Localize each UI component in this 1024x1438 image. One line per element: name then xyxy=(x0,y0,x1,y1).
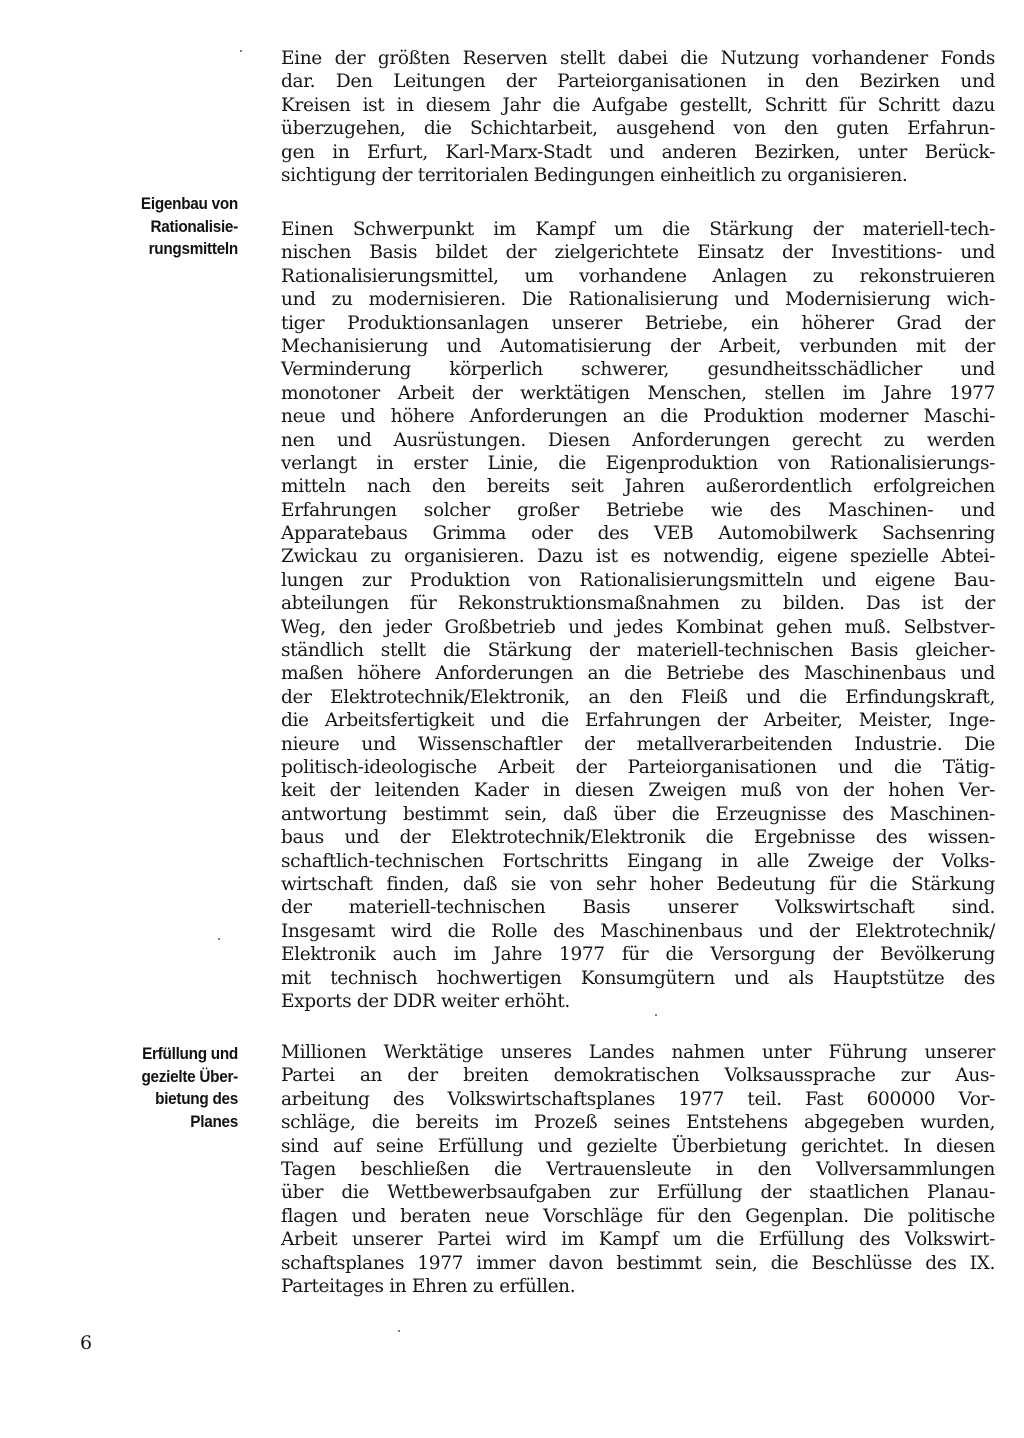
margin-heading-line: rungsmitteln xyxy=(148,239,238,258)
text-line: gen in Erfurt, Karl-Marx-Stadt und anderen Bezirken, unter Berück- xyxy=(281,141,995,163)
text-line: Rationalisierungsmittel, um vorhandene Anlagen zu rekonstruieren xyxy=(281,265,995,287)
margin-heading-line: Planes xyxy=(190,1111,238,1131)
text-line: Millionen Werktätige unseres Landes nahmen unter Führung unserer xyxy=(281,1042,995,1063)
paragraph-eigenbau xyxy=(281,218,995,1013)
text-line: keit der leitenden Kader in diesen Zweigen muß von der hohen Ver- xyxy=(281,780,995,802)
text-line: ständlich stellt die Stärkung der materiell-technischen Basis gleicher- xyxy=(281,640,995,662)
text-line: Arbeit unserer Partei wird im Kampf um die Erfüllung des Volkswirt- xyxy=(281,1229,995,1251)
text-line: Elektronik auch im Jahre 1977 für die Versorgung der Bevölkerung xyxy=(281,944,995,966)
margin-heading-planerfuellung xyxy=(110,1043,238,1133)
text-line: Eine der größten Reserven stellt dabei die Nutzung vorhandener Fonds xyxy=(281,48,995,69)
text-line: Apparatebaus Grimma oder des VEB Automobilwerk Sachsenring xyxy=(281,523,995,545)
text-line: die Arbeitsfertigkeit und die Erfahrungen der Arbeiter, Meister, Inge- xyxy=(281,710,995,732)
scan-speck xyxy=(240,50,242,52)
text-line: nieure und Wissenschaftler der metallverarbeitenden Industrie. Die xyxy=(281,733,995,755)
text-line: nen und Ausrüstungen. Diesen Anforderungen gerecht zu werden xyxy=(281,429,995,451)
text-line: Parteitages in Ehren zu erfüllen. xyxy=(281,1275,576,1297)
scan-speck xyxy=(655,1014,657,1016)
text-line: flagen und beraten neue Vorschläge für den Gegenplan. Die politische xyxy=(281,1205,995,1227)
text-line: lungen zur Produktion von Rationalisierungsmitteln und eigene Bau- xyxy=(281,569,995,591)
text-line: schläge, die bereits im Prozeß seines Entstehens abgegeben wurden, xyxy=(281,1112,995,1134)
text-line: Kreisen ist in diesem Jahr die Aufgabe gestellt, Schritt für Schritt dazu xyxy=(281,94,995,116)
scan-speck xyxy=(398,1330,400,1332)
text-line: und zu modernisieren. Die Rationalisierung und Modernisierung wich- xyxy=(281,289,995,311)
text-line: politisch-ideologische Arbeit der Parteiorganisationen und die Tätig- xyxy=(281,756,995,778)
text-line: maßen höhere Anforderungen an die Betriebe des Maschinenbaus und xyxy=(281,663,995,685)
text-line: Zwickau zu organisieren. Dazu ist es notwendig, eigene spezielle Abtei- xyxy=(281,546,995,568)
text-line: Weg, den jeder Großbetrieb und jedes Kombinat gehen muß. Selbstver- xyxy=(281,616,995,638)
text-line: mit technisch hochwertigen Konsumgütern und als Hauptstütze des xyxy=(281,967,995,989)
text-line: monotoner Arbeit der werktätigen Menschen, stellen im Jahre 1977 xyxy=(281,382,995,404)
text-line: verlangt in erster Linie, die Eigenproduktion von Rationalisierungs- xyxy=(281,452,995,474)
text-line: Insgesamt wird die Rolle des Maschinenbaus und der Elektrotechnik/ xyxy=(281,920,995,942)
margin-heading-line: Rationalisie- xyxy=(150,216,238,236)
margin-heading-line: bietung des xyxy=(155,1089,238,1108)
text-line: antwortung bestimmt sein, daß über die Erzeugnisse des Maschinen- xyxy=(281,803,995,825)
text-line: Mechanisierung und Automatisierung der Arbeit, verbunden mit der xyxy=(281,335,995,357)
text-line: nischen Basis bildet der zielgerichtete Einsatz der Investitions- und xyxy=(281,242,995,264)
text-line: baus und der Elektrotechnik/Elektronik die Ergebnisse des wissen- xyxy=(281,827,995,849)
text-line: mitteln nach den bereits seit Jahren außerordentlich erfolgreichen xyxy=(281,476,995,498)
text-line: Partei an der breiten demokratischen Volksaussprache zur Aus- xyxy=(281,1065,995,1087)
page-number: 6 xyxy=(80,1332,93,1354)
text-line: schaftsplanes 1977 immer davon bestimmt sein, die Beschlüsse des IX. xyxy=(281,1252,995,1274)
margin-heading-eigenbau xyxy=(110,193,238,261)
paragraph-schichtarbeit xyxy=(281,47,995,187)
text-line: der materiell-technischen Basis unserer Volkswirtschaft sind. xyxy=(281,897,995,919)
text-line: sind auf seine Erfüllung und gezielte Überbietung gerichtet. In diesen xyxy=(281,1135,995,1157)
scan-speck xyxy=(218,938,220,940)
margin-heading-line: Erfüllung und xyxy=(142,1044,238,1063)
text-line: Tagen beschließen die Vertrauensleute in den Vollversammlungen xyxy=(281,1158,995,1180)
text-line: dar. Den Leitungen der Parteiorganisationen in den Bezirken und xyxy=(281,71,995,93)
text-line: neue und höhere Anforderungen an die Produktion moderner Maschi- xyxy=(281,406,995,428)
text-line: Exports der DDR weiter erhöht. xyxy=(281,990,570,1012)
margin-heading-line: gezielte Über- xyxy=(141,1066,238,1086)
text-line: über die Wettbewerbsaufgaben zur Erfüllung der staatlichen Planau- xyxy=(281,1182,995,1204)
text-line: sichtigung der territorialen Bedingungen einheitlich zu organisieren. xyxy=(281,164,908,186)
text-line: schaftlich-technischen Fortschritts Eingang in alle Zweige der Volks- xyxy=(281,850,995,872)
paragraph-planerfuellung xyxy=(281,1041,995,1298)
text-line: arbeitung des Volkswirtschaftsplanes 1977 teil. Fast 600000 Vor- xyxy=(281,1088,995,1110)
text-line: Verminderung körperlich schwerer, gesundheitsschädlicher und xyxy=(281,359,995,381)
text-line: abteilungen für Rekonstruktionsmaßnahmen zu bilden. Das ist der xyxy=(281,593,995,615)
text-line: überzugehen, die Schichtarbeit, ausgehend von den guten Erfahrun- xyxy=(281,118,995,140)
text-line: der Elektrotechnik/Elektronik, an den Fleiß und die Erfindungskraft, xyxy=(281,686,995,708)
margin-heading-line: Eigenbau von xyxy=(140,194,238,213)
text-line: Einen Schwerpunkt im Kampf um die Stärkung der materiell-tech- xyxy=(281,219,995,240)
text-line: wirtschaft finden, daß sie von sehr hoher Bedeutung für die Stärkung xyxy=(281,873,995,895)
text-line: Erfahrungen solcher großer Betriebe wie des Maschinen- und xyxy=(281,499,995,521)
text-line: tiger Produktionsanlagen unserer Betriebe, ein höherer Grad der xyxy=(281,312,995,334)
